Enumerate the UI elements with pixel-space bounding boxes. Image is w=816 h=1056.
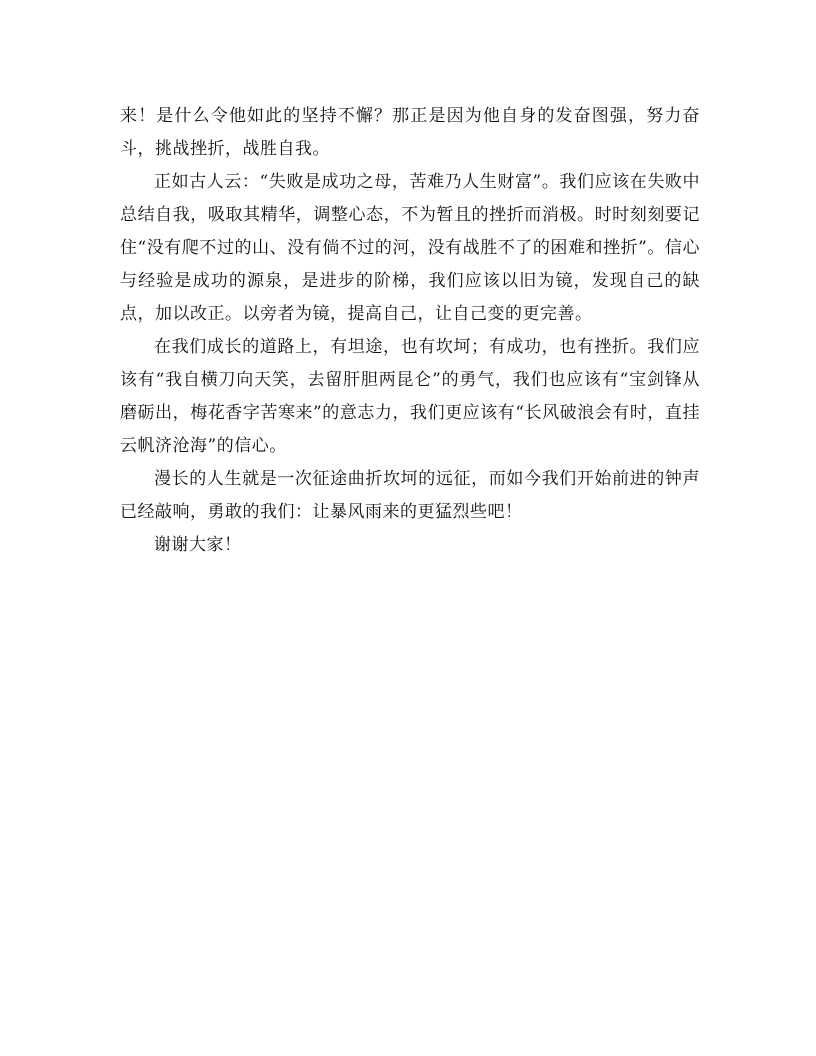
paragraph-failure-mother: 正如古人云：“失败是成功之母，苦难乃人生财富”。我们应该在失败中总结自我，吸取其精华，调整心态，不为暂且的挫折而消极。时时刻刻要记住“没有爬不过的山、没有倘不过的河，没有战胜不了的困难和挫折”。信心与经验是成功的源泉，是进步的阶梯，我们应该以旧为镜，发现自己的缺点，加以改正。以旁者为镜，提高自己，让自己变的更完善。 <box>120 172 700 324</box>
document-body <box>120 100 700 562</box>
paragraph-long-journey: 漫长的人生就是一次征途曲折坎坷的远征，而如今我们开始前进的钟声已经敲响，勇敢的我们：让暴风雨来的更猛烈些吧！ <box>120 469 700 522</box>
paragraph-thanks: 谢谢大家！ <box>154 535 242 555</box>
paragraph-growth-road: 在我们成长的道路上，有坦途，也有坎坷；有成功，也有挫折。我们应该有“我自横刀向天笑，去留肝胆两昆仑”的勇气，我们也应该有“宝剑锋从磨砺出，梅花香字苦寒来”的意志力，我们更应该有“长风破浪会有时，直挂云帆济沧海”的信心。 <box>120 337 700 456</box>
paragraph-continuation: 来！是什么令他如此的坚持不懈？那正是因为他自身的发奋图强，努力奋斗，挑战挫折，战胜自我。 <box>120 106 700 159</box>
